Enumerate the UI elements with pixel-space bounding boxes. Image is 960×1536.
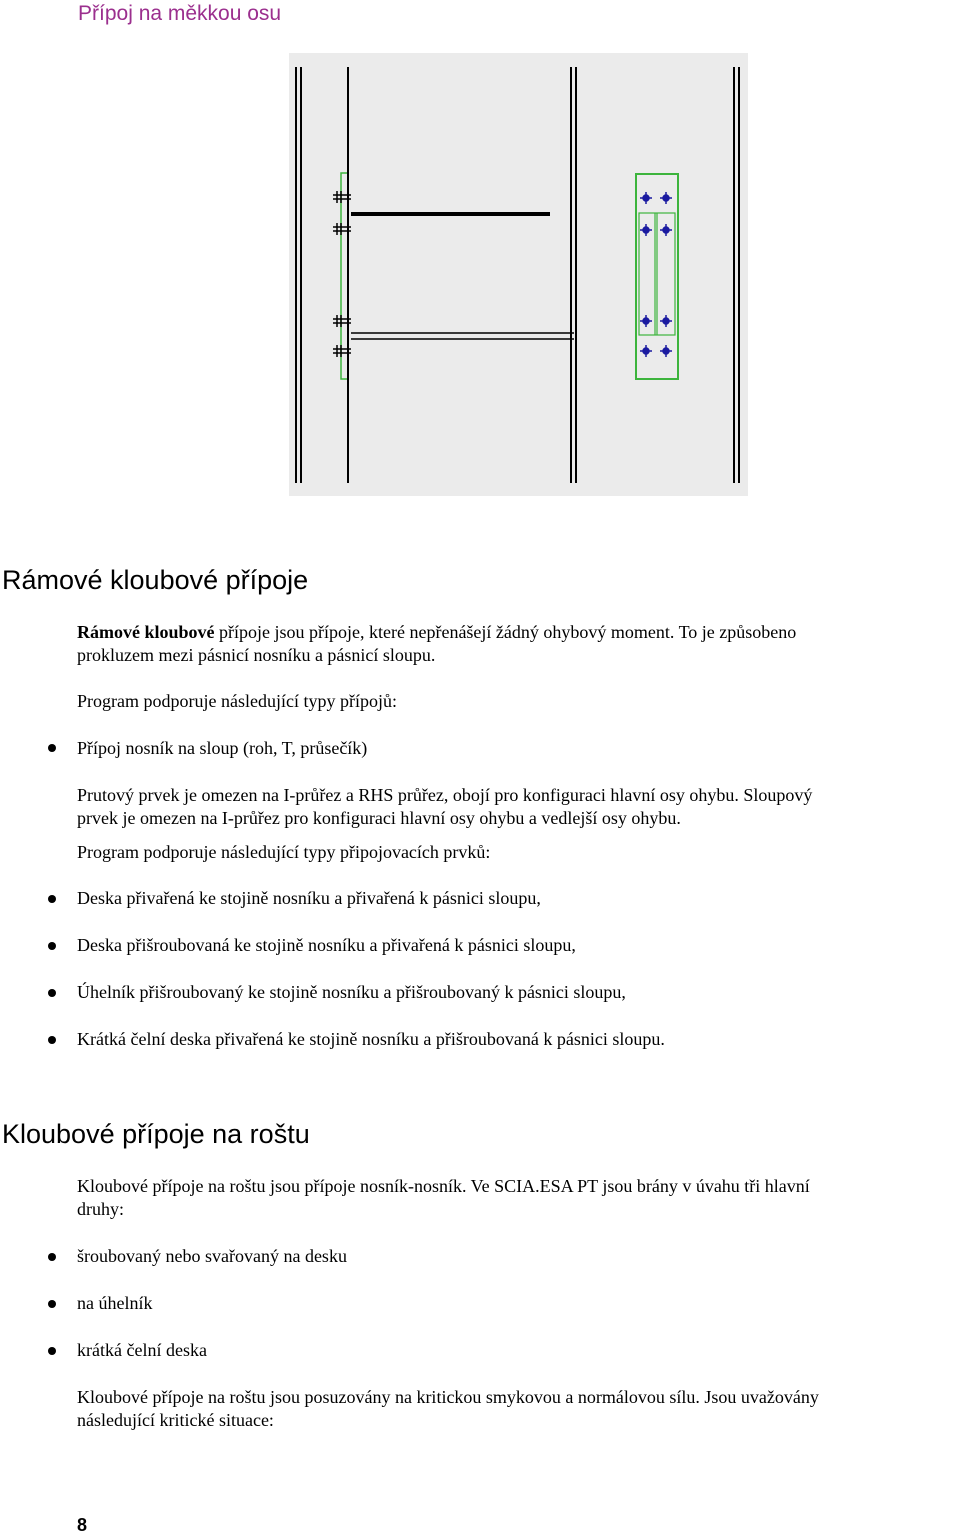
types-intro: Program podporuje následující typy přípojů:: [77, 691, 397, 711]
elements-intro: Program podporuje následující typy připojovacích prvků:: [77, 842, 491, 862]
bullet-dot: [48, 744, 56, 752]
bullet-dot: [48, 989, 56, 997]
grid-intro-line2: druhy:: [77, 1199, 124, 1219]
list-item: Úhelník přišroubovaný ke stojině nosníku a přišroubovaný k pásnici sloupu,: [77, 982, 626, 1002]
section-title-grid-hinged: Kloubové přípoje na roštu: [2, 1119, 310, 1149]
bullet-dot: [48, 1300, 56, 1308]
list-item: Přípoj nosník na sloup (roh, T, průsečík): [77, 738, 368, 758]
connection-drawing: [289, 53, 748, 496]
bullet-dot: [48, 895, 56, 903]
bullet-dot: [48, 942, 56, 950]
bullet-dot: [48, 1253, 56, 1261]
limits-line2: prvek je omezen na I-průřez pro konfiguraci hlavní osy ohybu a vedlejší osy ohybu.: [77, 808, 681, 828]
list-item: Deska přivařená ke stojině nosníku a přivařená k pásnici sloupu,: [77, 888, 541, 908]
grid-closing-line2: následující kritické situace:: [77, 1410, 274, 1430]
grid-closing-line1: Kloubové přípoje na roštu jsou posuzovány na kritickou smykovou a normálovou sílu. Jsou uvažovány: [77, 1387, 819, 1407]
list-item: na úhelník: [77, 1293, 153, 1313]
page-heading: Přípoj na měkkou osu: [78, 2, 282, 25]
section-title-frame-hinged: Rámové kloubové přípoje: [2, 565, 309, 595]
intro-bold-term: Rámové kloubové: [77, 622, 215, 642]
frame-intro-line2: prokluzem mezi pásnicí nosníku a pásnicí sloupu.: [77, 645, 436, 665]
list-item: Krátká čelní deska přivařená ke stojině nosníku a přišroubovaná k pásnici sloupu.: [77, 1029, 665, 1049]
list-item: šroubovaný nebo svařovaný na desku: [77, 1246, 347, 1266]
intro-rest: přípoje jsou přípoje, které nepřenášejí žádný ohybový moment. To je způsobeno: [214, 622, 797, 642]
page-number: 8: [77, 1515, 88, 1535]
grid-intro-line1: Kloubové přípoje na roštu jsou přípoje nosník-nosník. Ve SCIA.ESA PT jsou brány v úvahu tři hlavní: [77, 1176, 810, 1196]
list-item: Deska přišroubovaná ke stojině nosníku a přivařená k pásnici sloupu,: [77, 935, 576, 955]
bullet-dot: [48, 1036, 56, 1044]
bullet-dot: [48, 1347, 56, 1355]
limits-line1: Prutový prvek je omezen na I-průřez a RHS průřez, obojí pro konfiguraci hlavní osy ohybu. Sloupový: [77, 785, 813, 805]
frame-intro-line1: [77, 621, 959, 644]
list-item: krátká čelní deska: [77, 1340, 207, 1360]
